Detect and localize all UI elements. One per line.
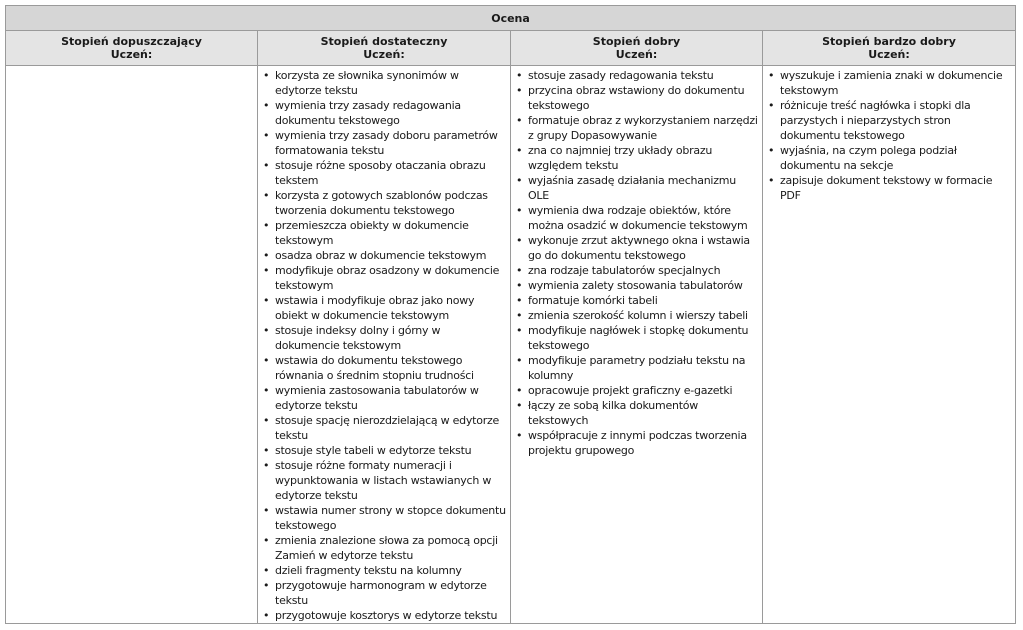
list-item: • zmienia znalezione słowa za pomocą opcji Zamień w edytorze tekstu [262,533,506,563]
list-item: • wymienia zalety stosowania tabulatorów [515,278,758,293]
list-item: • zmienia szerokość kolumn i wierszy tabeli [515,308,758,323]
list-item: • przygotowuje harmonogram w edytorze tekstu [262,578,506,608]
list-item: • stosuje zasady redagowania tekstu [515,68,758,83]
list-item: • osadza obraz w dokumencie tekstowym [262,248,506,263]
column-dostateczny [258,66,511,624]
list-item: • wykonuje zrzut aktywnego okna i wstawia go do dokumentu tekstowego [515,233,758,263]
grade-subtitle: Uczeń: [363,48,405,61]
list-item: • dzieli fragmenty tekstu na kolumny [262,563,506,578]
list-item: • stosuje indeksy dolny i górny w dokumencie tekstowym [262,323,506,353]
list-item: • wyjaśnia, na czym polega podział dokumentu na sekcje [767,143,1011,173]
header-dopuszczajacy [6,31,258,66]
list-item: • zapisuje dokument tekstowy w formacie PDF [767,173,1011,203]
requirements-list [511,66,762,458]
list-item: • przygotowuje kosztorys w edytorze tekstu [262,608,506,623]
list-item: • korzysta ze słownika synonimów w edytorze tekstu [262,68,506,98]
grade-name: Stopień dostateczny [320,35,448,48]
list-item: • wstawia i modyfikuje obraz jako nowy obiekt w dokumencie tekstowym [262,293,506,323]
grading-table [5,5,1016,624]
list-item: • wyszukuje i zamienia znaki w dokumencie tekstowym [767,68,1011,98]
grade-subtitle: Uczeń: [868,48,910,61]
list-item: • modyfikuje parametry podziału tekstu na kolumny [515,353,758,383]
list-item: • formatuje obraz z wykorzystaniem narzędzi z grupy Dopasowywanie [515,113,758,143]
list-item: • łączy ze sobą kilka dokumentów tekstowych [515,398,758,428]
requirements-list [258,66,510,623]
table-title: Ocena [6,6,1016,31]
list-item: • modyfikuje obraz osadzony w dokumencie tekstowym [262,263,506,293]
grade-name: Stopień bardzo dobry [822,35,956,48]
list-item: • zna rodzaje tabulatorów specjalnych [515,263,758,278]
header-bardzo-dobry [763,31,1016,66]
requirements-list [6,66,257,68]
grade-subtitle: Uczeń: [615,48,658,61]
list-item: • modyfikuje nagłówek i stopkę dokumentu tekstowego [515,323,758,353]
list-item: • wymienia trzy zasady doboru parametrów formatowania tekstu [262,128,506,158]
requirements-list [763,66,1015,203]
list-item: • wymienia dwa rodzaje obiektów, które można osadzić w dokumencie tekstowym [515,203,758,233]
list-item: • stosuje spację nierozdzielającą w edytorze tekstu [262,413,506,443]
list-item: • wstawia do dokumentu tekstowego równania o średnim stopniu trudności [262,353,506,383]
list-item: • opracowuje projekt graficzny e-gazetki [515,383,758,398]
list-item: • przycina obraz wstawiony do dokumentu tekstowego [515,83,758,113]
list-item: • różnicuje treść nagłówka i stopki dla parzystych i nieparzystych stron dokumentu tekstowego [767,98,1011,143]
title-row [6,6,1016,31]
grading-table-container [5,5,1015,624]
list-item: • wymienia trzy zasady redagowania dokumentu tekstowego [262,98,506,128]
list-item: • współpracuje z innymi podczas tworzenia projektu grupowego [515,428,758,458]
header-dobry [511,31,763,66]
content-row [6,66,1016,624]
column-dopuszczajacy [6,66,258,624]
list-item: • stosuje różne sposoby otaczania obrazu tekstem [262,158,506,188]
list-item: • przemieszcza obiekty w dokumencie tekstowym [262,218,506,248]
header-row [6,31,1016,66]
list-item: • wstawia numer strony w stopce dokumentu tekstowego [262,503,506,533]
list-item: • stosuje style tabeli w edytorze tekstu [262,443,506,458]
grade-name: Stopień dopuszczający [61,35,202,48]
header-dostateczny [258,31,511,66]
list-item: • wymienia zastosowania tabulatorów w edytorze tekstu [262,383,506,413]
list-item: • korzysta z gotowych szablonów podczas tworzenia dokumentu tekstowego [262,188,506,218]
list-item: • zna co najmniej trzy układy obrazu względem tekstu [515,143,758,173]
list-item: • formatuje komórki tabeli [515,293,758,308]
list-item: • stosuje różne formaty numeracji i wypunktowania w listach wstawianych w edytorze tekstu [262,458,506,503]
list-item: • wyjaśnia zasadę działania mechanizmu OLE [515,173,758,203]
column-dobry [511,66,763,624]
grade-subtitle: Uczeń: [110,48,153,61]
column-bardzo-dobry [763,66,1016,624]
grade-name: Stopień dobry [592,35,681,48]
